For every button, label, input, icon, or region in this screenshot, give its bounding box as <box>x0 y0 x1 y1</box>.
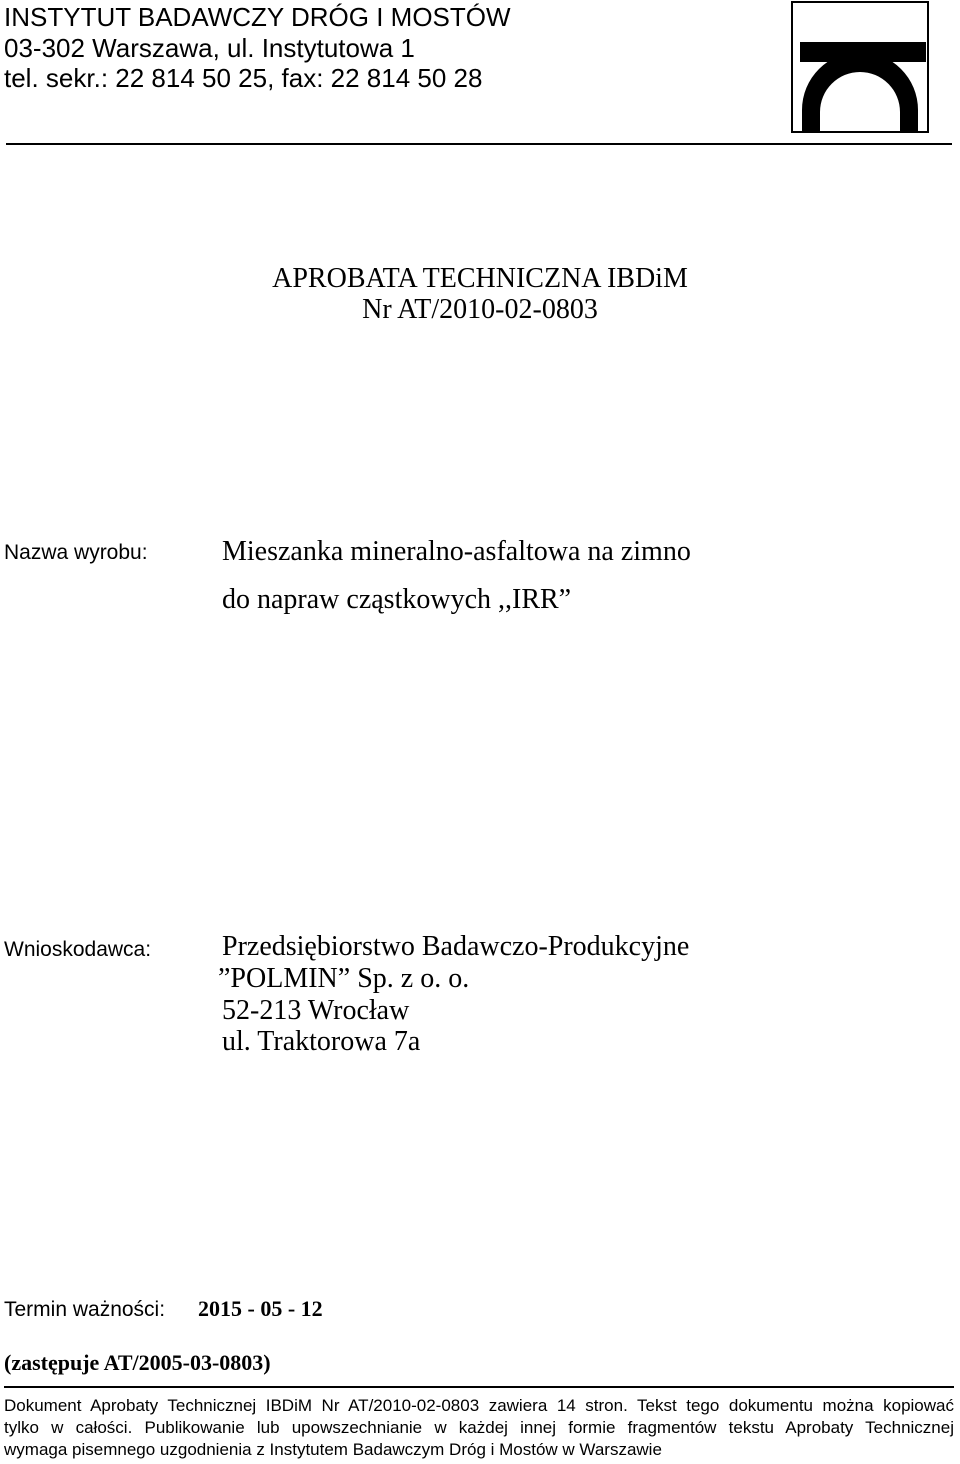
institute-address: 03-302 Warszawa, ul. Instytutowa 1 <box>4 33 415 63</box>
institute-phones: tel. sekr.: 22 814 50 25, fax: 22 814 50 28 <box>4 63 483 93</box>
applicant-label: Wnioskodawca: <box>4 938 152 961</box>
validity-date: 2015 - 05 - 12 <box>198 1296 323 1321</box>
validity-label: Termin ważności: <box>4 1298 166 1321</box>
applicant-line4: ul. Traktorowa 7a <box>222 1026 421 1057</box>
footer-line2: tylko w całości. Publikowanie lub upowszechnianie w każdej innej formie fragmentów tekstu Aprobaty Technicznej <box>4 1418 954 1437</box>
applicant-line1: Przedsiębiorstwo Badawczo-Produkcyjne <box>222 931 690 962</box>
applicant-line2: ”POLMIN” Sp. z o. o. <box>218 963 470 994</box>
product-name-line2: do napraw cząstkowych ,,IRR” <box>222 584 572 615</box>
replaces-note: (zastępuje AT/2005-03-0803) <box>4 1350 271 1375</box>
footer-line3: wymaga pisemnego uzgodnienia z Instytutem Badawczym Dróg i Mostów w Warszawie <box>4 1440 662 1459</box>
header-divider <box>6 143 952 145</box>
product-name-line1: Mieszanka mineralno-asfaltowa na zimno <box>222 536 691 567</box>
product-label: Nazwa wyrobu: <box>4 541 148 564</box>
institute-name: INSTYTUT BADAWCZY DRÓG I MOSTÓW <box>4 2 511 32</box>
document-number: Nr AT/2010-02-0803 <box>362 294 598 325</box>
document-title: APROBATA TECHNICZNA IBDiM <box>272 263 688 294</box>
applicant-line3: 52-213 Wrocław <box>222 995 410 1026</box>
footer-line1: Dokument Aprobaty Technicznej IBDiM Nr AT/2010-02-0803 zawiera 14 stron. Tekst tego dokumentu można kopiować <box>4 1396 954 1415</box>
ibdim-logo-icon <box>790 0 930 134</box>
footer-divider <box>4 1386 954 1388</box>
